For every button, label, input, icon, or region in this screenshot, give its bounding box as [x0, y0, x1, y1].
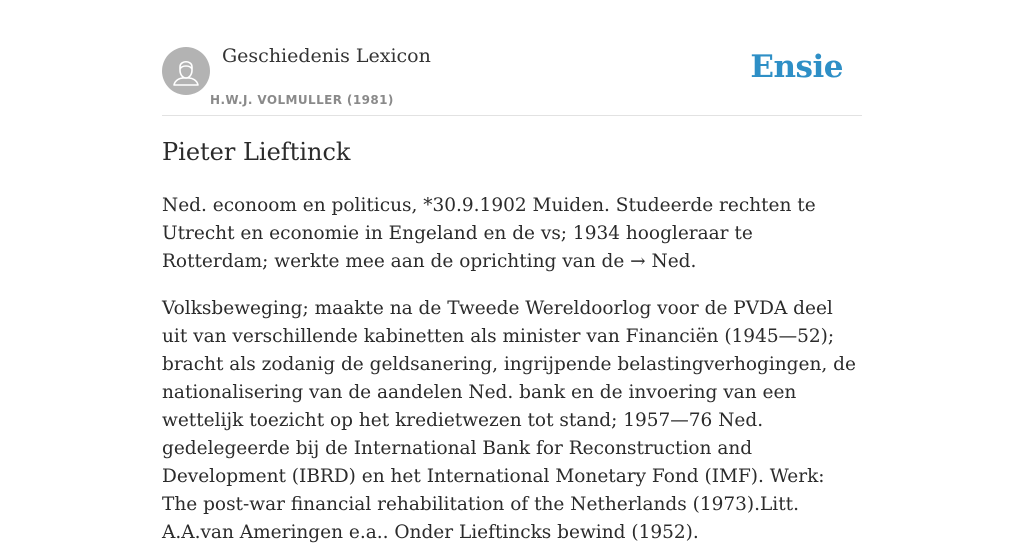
book-title[interactable]: Geschiedenis Lexicon [222, 45, 431, 67]
author-label: H.W.J. VOLMULLER (1981) [210, 93, 394, 107]
entry-title: Pieter Lieftinck [162, 138, 351, 166]
cross-reference-link[interactable]: → Ned. [630, 251, 697, 272]
header [162, 0, 862, 116]
page [162, 0, 862, 543]
avatar[interactable] [162, 47, 210, 95]
user-icon [162, 47, 210, 95]
paragraph-text: Ned. econoom en politicus, *30.9.1902 Muiden. Studeerde rechten te Utrecht en economie in Engeland en de vs; 1934 hoogleraar te Rotterdam; werkte mee aan de oprichting van de [162, 195, 816, 272]
entry-paragraph-2: Volksbeweging; maakte na de Tweede Wereldoorlog voor de PVDA deel uit van verschillende kabinetten als minister van Financiën (1945—52); bracht als zodanig de geldsanering, ingrijpende belastingverhogingen, de nationalisering van de aandelen Ned. bank en de invoering van een wettelijk toezicht op het kredietwezen tot stand; 1957—76 Ned. gedelegeerde bij de International Bank for Reconstruction and Development (IBRD) en het International Monetary Fond (IMF). Werk: The post-war financial rehabilitation of the Netherlands (1973).Litt. A.A.van Ameringen e.a.. Onder Lieftincks bewind (1952). [162, 298, 856, 543]
ensie-logo[interactable]: Ensie [750, 49, 843, 85]
entry-paragraph-1 [162, 192, 862, 276]
